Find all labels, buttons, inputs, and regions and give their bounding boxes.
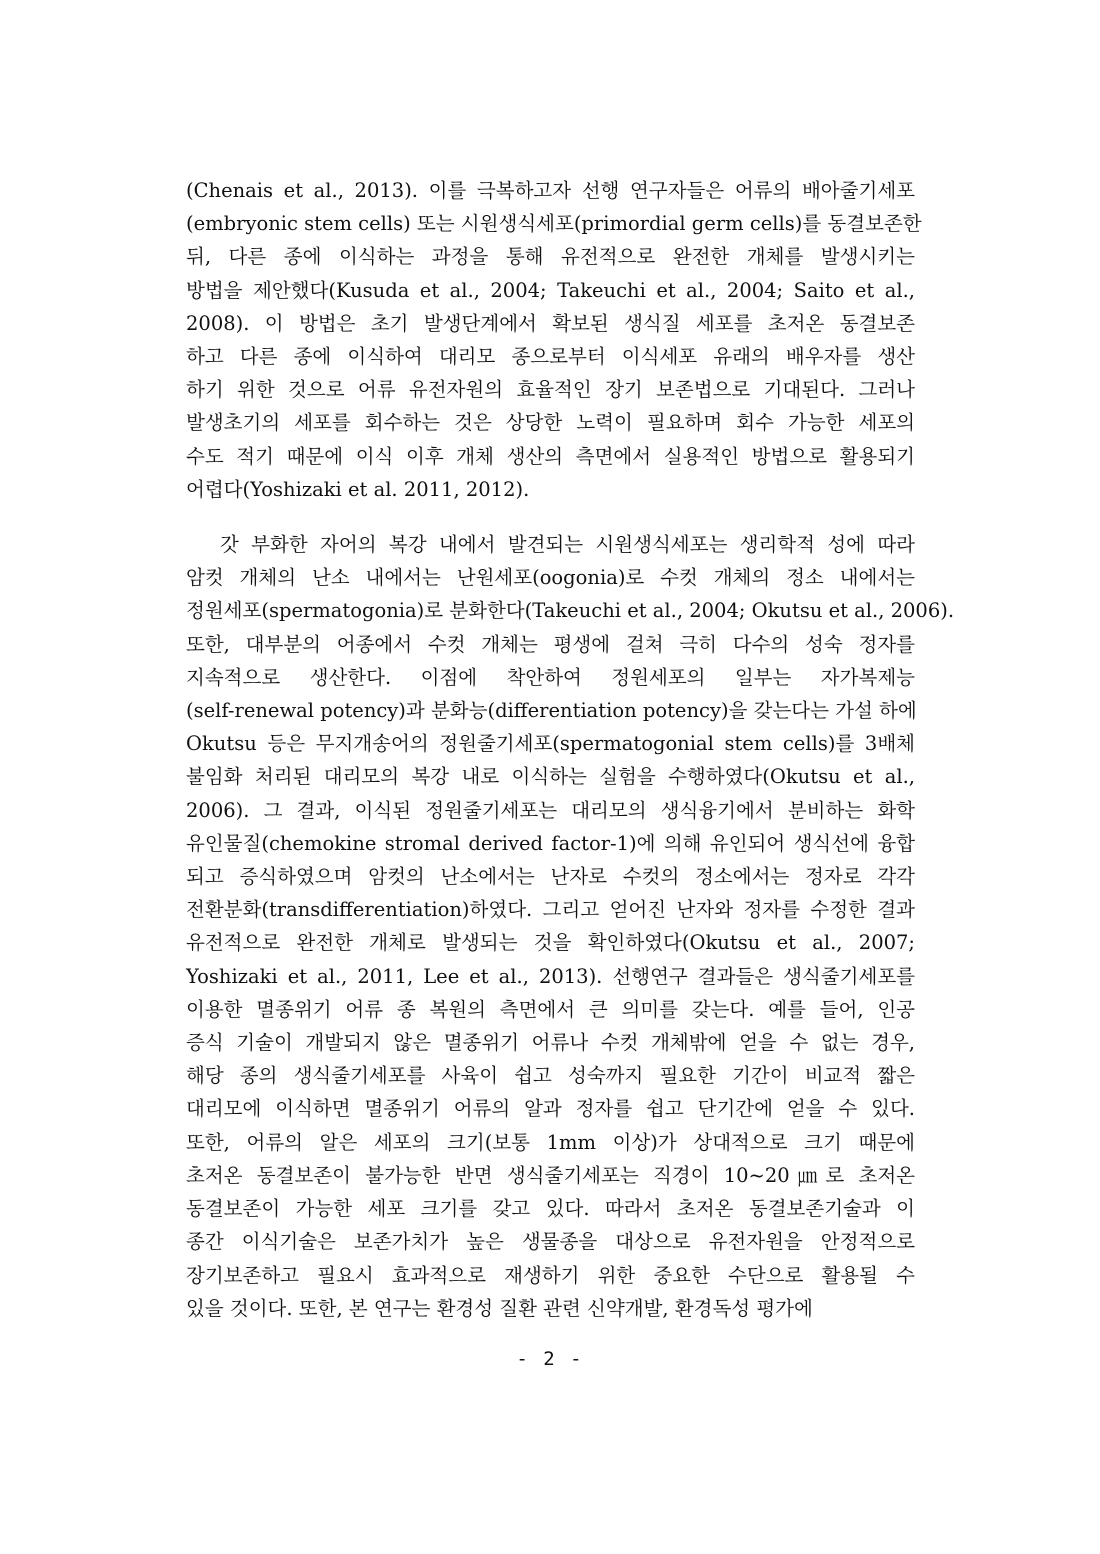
text-line: 하고 다른 종에 이식하여 대리모 종으로부터 이식세포 유래의 배우자를 생산 — [186, 345, 915, 369]
text-line: 대리모에 이식하면 멸종위기 어류의 알과 정자를 쉽고 단기간에 얻을 수 있다. — [186, 1097, 915, 1121]
text-line: 암컷 개체의 난소 내에서는 난원세포(oogonia)로 수컷 개체의 정소 내에서는 — [186, 566, 915, 590]
text-line: 발생초기의 세포를 회수하는 것은 상당한 노력이 필요하며 회수 가능한 세포의 — [186, 411, 915, 435]
text-line: 또한, 어류의 알은 세포의 크기(보통 1mm 이상)가 상대적으로 크기 때문에 — [186, 1130, 915, 1154]
text-line: 되고 증식하였으며 암컷의 난소에서는 난자로 수컷의 정소에서는 정자로 각각 — [186, 865, 915, 889]
text-line: (embryonic stem cells) 또는 시원생식세포(primordial germ cells)를 동결보존한 — [186, 212, 922, 236]
text-line: Yoshizaki et al., 2011, Lee et al., 2013). 선행연구 결과들은 생식줄기세포를 — [186, 964, 915, 988]
text-line: 유전적으로 완전한 개체로 발생되는 것을 확인하였다(Okutsu et al., 2007; — [186, 931, 915, 955]
text-line: 동결보존이 가능한 세포 크기를 갖고 있다. 따라서 초저온 동결보존기술과 이 — [186, 1197, 915, 1221]
text-line: 갓 부화한 자어의 복강 내에서 발견되는 시원생식세포는 생리학적 성에 따라 — [220, 533, 915, 557]
text-line: 초저온 동결보존이 불가능한 반면 생식줄기세포는 직경이 10~20㎛로 초저온 — [186, 1163, 915, 1187]
text-line: 어렵다(Yoshizaki et al. 2011, 2012). — [186, 477, 530, 501]
text-line: 또한, 대부분의 어종에서 수컷 개체는 평생에 걸쳐 극히 다수의 성숙 정자를 — [186, 632, 915, 656]
text-line: 이용한 멸종위기 어류 종 복원의 측면에서 큰 의미를 갖는다. 예를 들어, 인공 — [186, 997, 915, 1021]
document-body — [186, 174, 955, 1325]
text-line: 2006). 그 결과, 이식된 정원줄기세포는 대리모의 생식융기에서 분비하는 화학 — [186, 798, 915, 822]
text-line: 전환분화(transdifferentiation)하였다. 그리고 얻어진 난자와 정자를 수정한 결과 — [186, 898, 915, 922]
paragraph-1 — [186, 174, 922, 506]
text-line: 해당 종의 생식줄기세포를 사육이 쉽고 성숙까지 필요한 기간이 비교적 짧은 — [186, 1064, 915, 1088]
text-line: 종간 이식기술은 보존가치가 높은 생물종을 대상으로 유전자원을 안정적으로 — [186, 1230, 915, 1254]
text-line: 2008). 이 방법은 초기 발생단계에서 확보된 생식질 세포를 초저온 동결보존 — [186, 311, 915, 335]
text-line: (Chenais et al., 2013). 이를 극복하고자 선행 연구자들은 어류의 배아줄기세포 — [186, 179, 915, 202]
text-line: 유인물질(chemokine stromal derived factor-1)에 의해 유인되어 생식선에 융합 — [186, 831, 915, 855]
page-number: - 2 - — [516, 1348, 584, 1370]
text-line: 방법을 제안했다(Kusuda et al., 2004; Takeuchi et al., 2004; Saito et al., — [186, 278, 915, 302]
text-line: 있을 것이다. 또한, 본 연구는 환경성 질환 관련 신약개발, 환경독성 평가에 — [186, 1296, 813, 1320]
text-line: 불임화 처리된 대리모의 복강 내로 이식하는 실험을 수행하였다(Okutsu et al., — [186, 765, 915, 789]
text-line: 증식 기술이 개발되지 않은 멸종위기 어류나 수컷 개체밖에 얻을 수 없는 경우, — [186, 1031, 915, 1055]
text-line: 장기보존하고 필요시 효과적으로 재생하기 위한 중요한 수단으로 활용될 수 — [186, 1263, 915, 1287]
paragraph-2 — [186, 528, 955, 1325]
text-line: 뒤, 다른 종에 이식하는 과정을 통해 유전적으로 완전한 개체를 발생시키는 — [186, 245, 915, 269]
text-line: 하기 위한 것으로 어류 유전자원의 효율적인 장기 보존법으로 기대된다. 그러나 — [186, 378, 915, 402]
text-line: 수도 적기 때문에 이식 이후 개체 생산의 측면에서 실용적인 방법으로 활용되기 — [186, 444, 915, 468]
text-line: Okutsu 등은 무지개송어의 정원줄기세포(spermatogonial stem cells)를 3배체 — [186, 732, 915, 756]
text-line: 정원세포(spermatogonia)로 분화한다(Takeuchi et al., 2004; Okutsu et al., 2006). — [186, 599, 955, 623]
text-line: (self-renewal potency)과 분화능(differentiation potency)을 갖는다는 가설 하에 — [186, 699, 917, 723]
text-line: 지속적으로 생산한다. 이점에 착안하여 정원세포의 일부는 자가복제능 — [186, 665, 915, 689]
